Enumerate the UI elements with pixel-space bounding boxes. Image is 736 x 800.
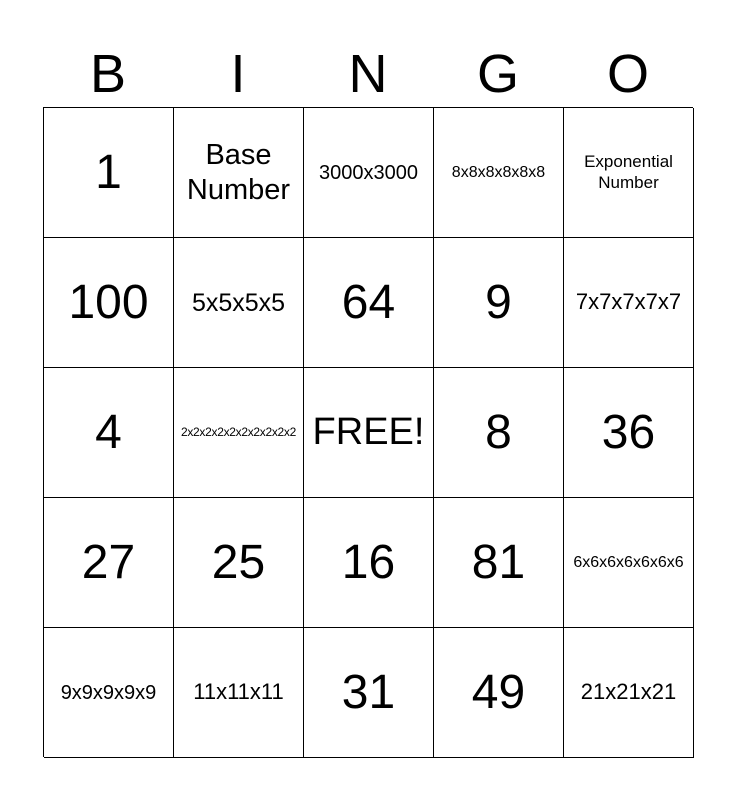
free-space-cell[interactable]: FREE! (304, 368, 434, 498)
bingo-cell[interactable]: Base Number (174, 108, 304, 238)
bingo-cell[interactable]: 11x11x11 (174, 628, 304, 758)
bingo-cell[interactable]: 9x9x9x9x9 (44, 628, 174, 758)
bingo-cell[interactable]: 1 (44, 108, 174, 238)
bingo-cell[interactable]: 100 (44, 238, 174, 368)
header-letter-b: B (89, 44, 127, 104)
bingo-cell[interactable]: 8 (434, 368, 564, 498)
bingo-cell[interactable]: 2x2x2x2x2x2x2x2x2x2 (174, 368, 304, 498)
header-letter-o: O (606, 44, 649, 104)
bingo-cell[interactable]: 64 (304, 238, 434, 368)
bingo-cell[interactable]: 9 (434, 238, 564, 368)
bingo-cell[interactable]: 49 (434, 628, 564, 758)
header-letter-i: I (230, 44, 246, 104)
bingo-cell[interactable]: 4 (44, 368, 174, 498)
bingo-cell[interactable]: 6x6x6x6x6x6x6 (564, 498, 694, 628)
bingo-cell[interactable]: 21x21x21 (564, 628, 694, 758)
bingo-card-grid (43, 107, 693, 757)
header-letter-g: G (476, 44, 519, 104)
bingo-cell[interactable]: 36 (564, 368, 694, 498)
bingo-cell[interactable]: 27 (44, 498, 174, 628)
bingo-cell[interactable]: 7x7x7x7x7 (564, 238, 694, 368)
bingo-cell[interactable]: 5x5x5x5 (174, 238, 304, 368)
bingo-cell[interactable]: 8x8x8x8x8x8 (434, 108, 564, 238)
bingo-cell[interactable]: 81 (434, 498, 564, 628)
bingo-cell[interactable]: 25 (174, 498, 304, 628)
bingo-cell[interactable]: Exponential Number (564, 108, 694, 238)
bingo-cell[interactable]: 16 (304, 498, 434, 628)
header-letter-n: N (348, 44, 388, 104)
bingo-cell[interactable]: 31 (304, 628, 434, 758)
bingo-cell[interactable]: 3000x3000 (304, 108, 434, 238)
bingo-header (43, 40, 693, 108)
